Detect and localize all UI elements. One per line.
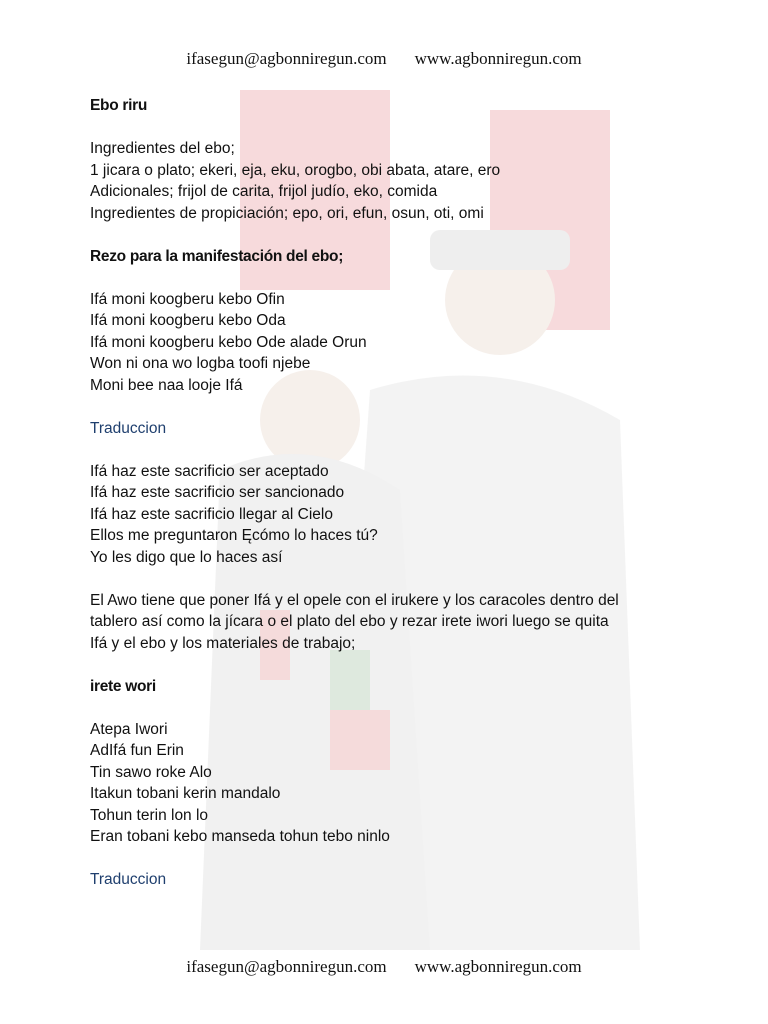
- section-title: Ebo riru: [90, 97, 148, 114]
- header-website: www.agbonniregun.com: [414, 49, 582, 68]
- traduccion-line: Ifá haz este sacrificio ser sancionado: [90, 484, 345, 501]
- page-header: [0, 49, 768, 69]
- irete-heading: irete wori: [90, 677, 156, 695]
- traduccion-line: Ellos me preguntaron Ęcómo lo haces tú?: [90, 527, 378, 544]
- traduccion-heading: Traduccion: [90, 419, 167, 437]
- rezo-line: Ifá moni koogberu kebo Oda: [90, 312, 286, 329]
- ingredient-line: Ingredientes de propiciación; epo, ori, efun, osun, oti, omi: [90, 204, 484, 222]
- traduccion-line: Ifá haz este sacrificio llegar al Cielo: [90, 505, 333, 523]
- rezo-heading: Rezo para la manifestación del ebo;: [90, 247, 344, 265]
- instruction-line: Ifá y el ebo y los materiales de trabajo;: [90, 634, 356, 652]
- ingredient-line: Adicionales; frijol de carita, frijol judío, eko, comida: [90, 183, 438, 200]
- irete-line: Atepa Iwori: [90, 720, 168, 738]
- page-footer: [0, 957, 768, 977]
- rezo-line: Moni bee naa looje Ifá: [90, 376, 243, 394]
- rezo-line: Ifá moni koogberu kebo Ode alade Orun: [90, 333, 367, 351]
- irete-line: Tohun terin lon lo: [90, 806, 209, 824]
- rezo-line: Won ni ona wo logba toofi njebe: [90, 355, 311, 372]
- ingredient-line: Ingredientes del ebo;: [90, 140, 235, 157]
- traduccion-line: Ifá haz este sacrificio ser aceptado: [90, 462, 329, 480]
- irete-line: Eran tobani kebo manseda tohun tebo ninlo: [90, 828, 390, 845]
- irete-line: Itakun tobani kerin mandalo: [90, 785, 281, 802]
- instruction-line: El Awo tiene que poner Ifá y el opele con el irukere y los caracoles dentro del: [90, 591, 619, 609]
- ingredient-line: 1 jicara o plato; ekeri, eja, eku, orogbo, obi abata, atare, ero: [90, 161, 501, 179]
- footer-email: ifasegun@agbonniregun.com: [186, 957, 387, 976]
- traduccion-line: Yo les digo que lo haces así: [90, 548, 283, 566]
- rezo-line: Ifá moni koogberu kebo Ofin: [90, 290, 285, 308]
- document-body: [90, 95, 730, 891]
- footer-website: www.agbonniregun.com: [414, 957, 582, 976]
- header-email: ifasegun@agbonniregun.com: [186, 49, 387, 68]
- traduccion-heading-2: Traduccion: [90, 871, 167, 888]
- irete-line: Tin sawo roke Alo: [90, 763, 212, 781]
- instruction-line: tablero así como la jícara o el plato del ebo y rezar irete iwori luego se quita: [90, 613, 609, 630]
- irete-line: AdIfá fun Erin: [90, 742, 184, 759]
